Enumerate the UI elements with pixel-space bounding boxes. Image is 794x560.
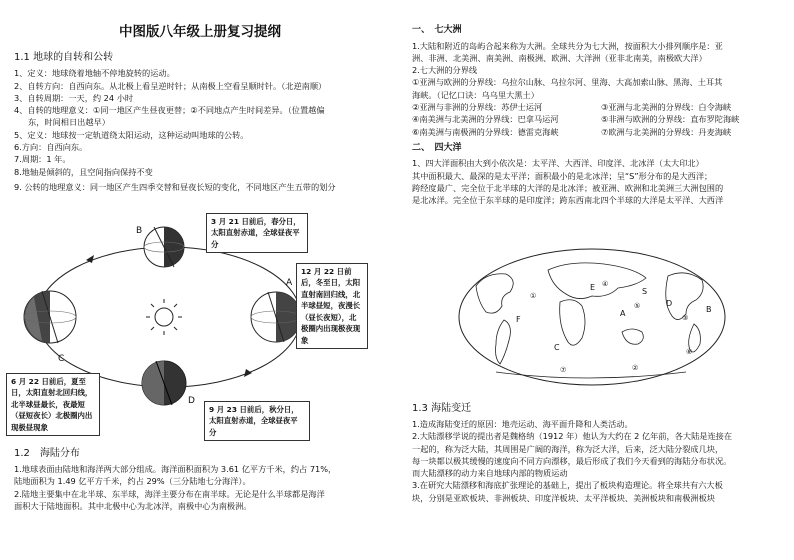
list-item: 9. 公转的地理意义：同一地区产生四季交替和昼夜长短的变化，不同地区产生五带的划分 xyxy=(14,181,336,192)
sun-icon xyxy=(146,299,182,335)
list-item: 每一块都以极其缓慢的速度向不同方向漂移，最后形成了我们今天看到的海陆分布状况。 xyxy=(412,455,732,466)
list-item: ①亚洲与欧洲的分界线：乌拉尔山脉、乌拉尔河、里海、大高加索山脉、黑海、土耳其 xyxy=(412,77,723,88)
section-continents-title: 一、 七大洲 xyxy=(412,25,462,35)
section-oceans-title: 二、 四大洋 xyxy=(412,142,462,153)
svg-text:⑥: ⑥ xyxy=(686,348,693,356)
list-item: 跨经度最广、完全位于北半球的大洋的是北冰洋；被亚洲、欧洲和北美洲三大洲包围的 xyxy=(412,182,724,193)
landsea-section xyxy=(14,440,386,512)
section-changes-title: 1.3 海陆变迁 xyxy=(412,403,472,414)
map-label-b: B xyxy=(706,305,712,314)
list-item: ⑤非洲与欧洲的分界线：直布罗陀海峡 xyxy=(601,114,740,125)
list-item: 而大陆漂移的动力来自地球内部的物质运动 xyxy=(412,468,568,479)
list-item: 7.周期：1 年。 xyxy=(14,154,71,165)
svg-text:①: ① xyxy=(530,292,537,300)
map-label-e: E xyxy=(590,283,596,292)
list-item: 其中面积最大、最深的是太平洋；面积最小的是北冰洋；呈“S”形分布的是大西洋； xyxy=(412,170,713,181)
list-item: 4、自转的地理意义：①同一地区产生昼夜更替；②不同地点产生时间差异。（位置越偏 xyxy=(14,105,325,116)
list-item: 8.地轴是倾斜的，且空间指向保持不变 xyxy=(14,166,153,177)
point-label-b: B xyxy=(136,226,143,236)
map-label-a: A xyxy=(620,309,626,318)
page-title: 中图版八年级上册复习提纲 xyxy=(119,24,281,40)
list-item: 3、自转周期：一天，约 24 小时 xyxy=(14,92,134,103)
list-item: 海峡。（记忆口诀：乌乌里大黑土） xyxy=(412,89,539,100)
note-winter-solstice: 12 月 22 日前后，冬至日，太阳直射南回归线，北半球昼短，夜漫长（昼长夜短），北极圈内出现极夜现象 xyxy=(296,263,368,349)
map-label-d: D xyxy=(666,299,673,308)
earth-icon xyxy=(251,292,301,342)
list-item: 东，时间相日出越早） xyxy=(28,117,110,128)
world-map xyxy=(456,246,728,388)
list-item: 2.陆地主要集中在北半球、东半球，海洋主要分布在南半球。无论是什么半球都是海洋 xyxy=(14,488,325,499)
list-item: 1.大陆和附近的岛屿合起来称为大洲。全球共分为七大洲，按面积大小排列顺序是：亚 xyxy=(412,40,723,51)
svg-text:④: ④ xyxy=(602,280,609,288)
orbit-diagram xyxy=(11,205,386,437)
list-item: 一起的，称为泛大陆，其周围是广阔的海洋，称为泛大洋，后来，泛大陆分裂成几块， xyxy=(412,443,724,454)
list-item: 1.地球表面由陆地和海洋两大部分组成。海洋面积面积为 3.61 亿平方千米，约占 71%， xyxy=(14,464,337,474)
list-item: ④南美洲与北美洲的分界线：巴拿马运河 xyxy=(412,114,559,125)
list-item: ⑥南美洲与南极洲的分界线：德雷克海峡 xyxy=(412,126,559,137)
section-rotation-title: 1.1 地球的自转和公转 xyxy=(14,52,114,64)
list-item: 6.方向：自西向东。 xyxy=(14,142,88,153)
point-label-d: D xyxy=(188,396,195,406)
list-item: 是北冰洋。完全位于东半球的是印度洋；跨东西南北四个半球的大洋是太平洋、大西洋 xyxy=(412,195,724,206)
earth-icon xyxy=(142,361,186,405)
list-item: ⑦欧洲与北美洲的分界线：丹麦海峡 xyxy=(601,126,732,137)
map-label-c: C xyxy=(554,343,560,352)
list-item: ③亚洲与北美洲的分界线：白令海峡 xyxy=(601,101,732,112)
right-column xyxy=(412,22,784,207)
svg-text:⑤: ⑤ xyxy=(634,302,641,310)
list-item: 块，分别是亚欧板块、非洲板块、印度洋板块、太平洋板块、美洲板块和南极洲板块 xyxy=(412,492,715,503)
earth-icon xyxy=(144,227,184,267)
list-item: 洲、非洲、北美洲、南美洲、南极洲、欧洲、大洋洲（亚非北南美，南极欧大洋） xyxy=(412,52,707,63)
list-item: 1.造成海陆变迁的原因：地壳运动、海平面升降和人类活动。 xyxy=(412,419,633,429)
svg-text:②: ② xyxy=(632,364,639,372)
changes-section xyxy=(412,395,784,504)
point-label-a: A xyxy=(286,278,293,288)
list-item: 2、自转方向：自西向东。从北极上看呈逆时针；从南极上空看呈顺时针。（北逆南顺） xyxy=(14,80,327,91)
boundaries-grid xyxy=(412,101,784,138)
note-summer-solstice: 6 月 22 日前后，夏至日，太阳直射北回归线，北半球昼最长，夜最短（昼短夜长）北极圈内出现极昼现象 xyxy=(6,373,100,436)
list-item: 面积大于陆地面积。其中北极中心为北冰洋，南极中心为南极洲。 xyxy=(14,500,252,511)
svg-text:③: ③ xyxy=(682,314,689,322)
list-item: 5、定义：地球按一定轨道绕太阳运动，这种运动叫地球的公转。 xyxy=(14,129,249,140)
list-item: 1、四大洋面积由大到小依次是：太平洋、大西洋、印度洋、北冰洋（太大印北） xyxy=(412,158,704,169)
list-item: 2.七大洲的分界线 xyxy=(412,65,478,76)
map-label-s: S xyxy=(642,287,648,296)
list-item: 2.大陆漂移学说的提出者是魏格纳（1912 年）他认为大约在 2 亿年前，各大陆是连接在 xyxy=(412,431,733,442)
list-item: ②亚洲与非洲的分界线：苏伊士运河 xyxy=(412,101,543,112)
earth-icon xyxy=(24,291,76,343)
section-landsea-title: 1.2 海陆分布 xyxy=(14,448,80,459)
point-label-c: C xyxy=(58,354,65,364)
world-map-svg xyxy=(456,246,728,388)
rotation-list xyxy=(14,67,386,193)
list-item: 陆地面积为 1.49 亿平方千米，约占 29%（三分陆地七分海洋）。 xyxy=(14,476,251,487)
list-item: 1、定义：地球绕着地轴不停地旋转的运动。 xyxy=(14,68,175,79)
note-spring-equinox: 3 月 21 日前后，春分日，太阳直射赤道，全球昼夜平分 xyxy=(206,213,308,253)
list-item: 3.在研究大陆漂移和海底扩张理论的基础上，提出了板块构造理论。将全球共有六大板 xyxy=(412,480,723,491)
map-label-f: F xyxy=(516,315,521,324)
svg-text:⑦: ⑦ xyxy=(560,366,567,374)
arrow-icon xyxy=(244,369,252,377)
note-autumn-equinox: 9 月 23 日前后，秋分日，太阳直射赤道，全球昼夜平分 xyxy=(204,401,310,441)
left-column xyxy=(14,0,386,193)
